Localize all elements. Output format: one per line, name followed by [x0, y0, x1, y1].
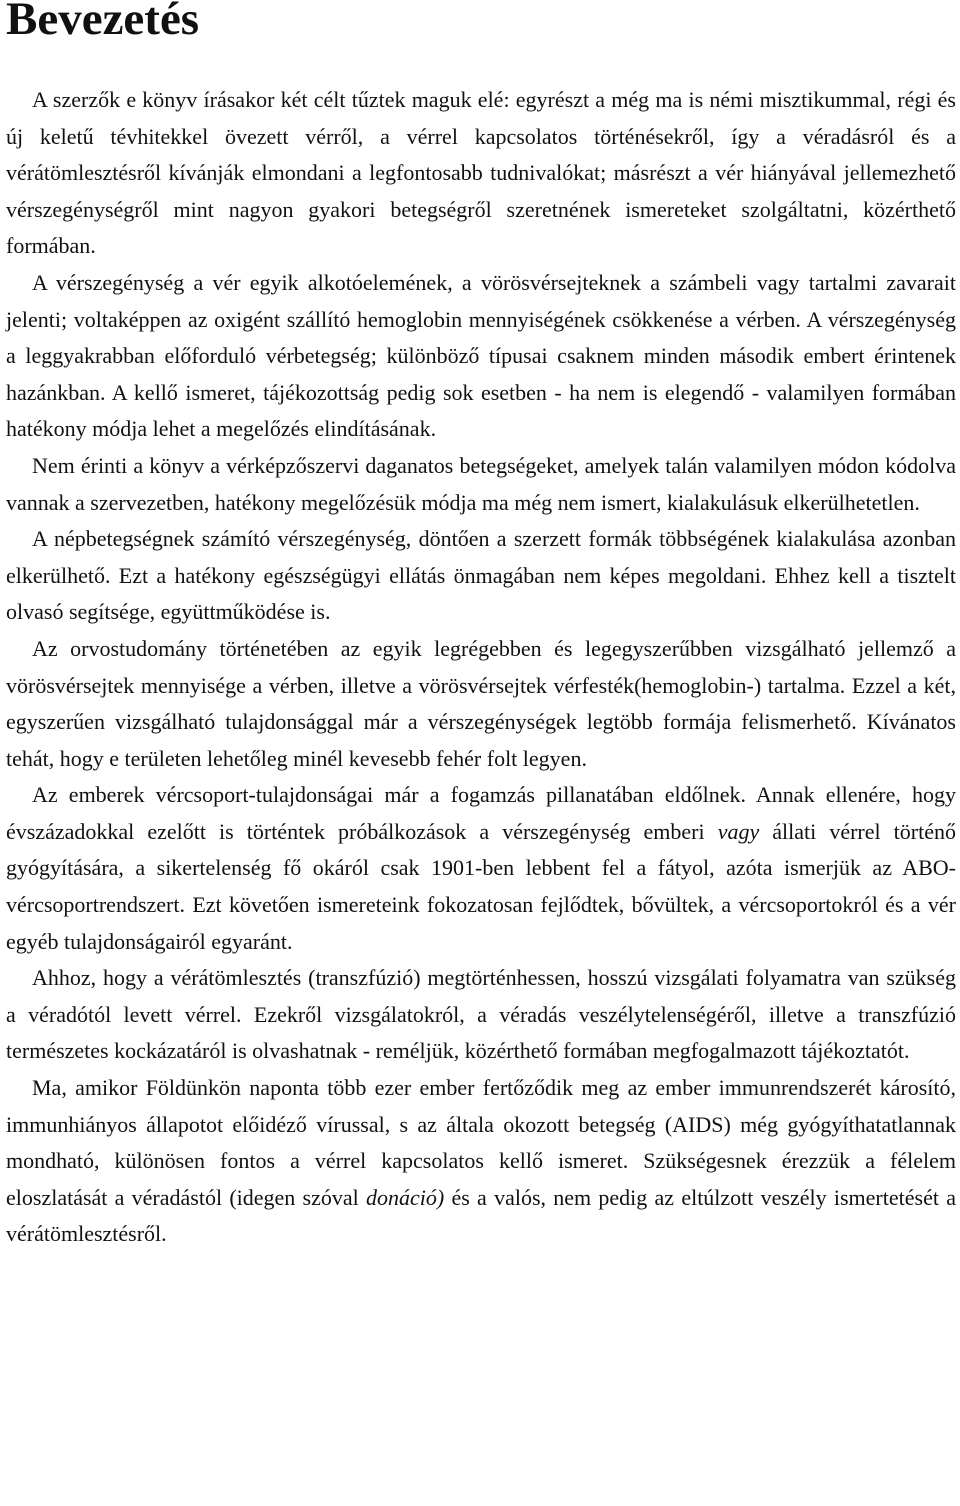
paragraph-6: [6, 777, 956, 960]
paragraph-2: A vérszegénység a vér egyik alkotóelemének, a vörösvérsejteknek a számbeli vagy tartalmi zavarait jelenti; voltaképpen az oxigént szállító hemoglobin mennyiségének csökkenése a vérben. A vérszegénység a leggyakrabban előforduló vérbetegség; különböző típusai csaknem minden második embert érintenek hazánkban. A kellő ismeret, tájékozottság pedig sok esetben - ha nem is elegendő - valamilyen formában hatékony módja lehet a megelőzés elindításának.: [6, 269, 956, 442]
paragraph-6-emphasis: vagy: [717, 818, 760, 844]
document-page: [6, 0, 956, 1253]
paragraph-3: Nem érinti a könyv a vérképzőszervi daganatos betegségeket, amelyek talán valamilyen módon kódolva vannak a szervezetben, hatékony megelőzésük módja ma még nem ismert, kialakulásuk elkerülhetetlen.: [6, 452, 956, 515]
document-body: [6, 82, 956, 1253]
paragraph-6-text-start: Az emberek vércsoport-tulajdonságai már a fogamzás pillanatában eldőlnek. Annak ellenére, hogy évszázadokkal ezelőtt is történtek próbálkozások a vérszegénység emberi: [6, 782, 956, 844]
page-title: Bevezetés: [6, 0, 200, 45]
paragraph-8-text-start: Ma, amikor Földünkön naponta több ezer ember fertőződik meg az ember immunrendszerét károsító, immunhiányos állapotot előidéző vírussal, s az általa okozott betegség (AIDS) még gyógyíthatatlannak mondható, különösen fontos a vérrel kapcsolatos kellő ismeret. Szükségesnek érezzük a félelem eloszlatását a véradástól (idegen szóval: [6, 1075, 956, 1210]
paragraph-8-emphasis: donáció): [366, 1184, 445, 1210]
paragraph-4: A népbetegségnek számító vérszegénység, döntően a szerzett formák többségének kialakulása azonban elkerülhető. Ezt a hatékony egészségügyi ellátás önmagában nem képes megoldani. Ehhez kell a tisztelt olvasó segítsége, együttműködése is.: [6, 526, 956, 625]
paragraph-5: Az orvostudomány történetében az egyik legrégebben és legegyszerűbben vizsgálható jellemző a vörösvérsejtek mennyisége a vérben, illetve a vörösvérsejtek vérfesték(hemoglobin-) tartalma. Ezzel a két, egyszerűen vizsgálható tulajdonsággal már a vérszegénységek legtöbb formája felismerhető. Kívánatos tehát, hogy e területen lehetőleg minél kevesebb fehér folt legyen.: [6, 635, 956, 771]
paragraph-8-text-end: és a valós, nem pedig az eltúlzott veszély ismertetését a vérátömlesztésről.: [6, 1184, 956, 1247]
paragraph-6-text-end: állati vérrel történő gyógyítására, a sikertelenség fő okáról csak 1901-ben lebbent fel a fátyol, azóta ismerjük az ABO-vércsoportrendszert. Ezt követően ismereteink fokozatosan fejlődtek, bővültek, a vércsoportokról és a vér egyéb tulajdonságairól egyaránt.: [6, 818, 956, 954]
paragraph-7: Ahhoz, hogy a vérátömlesztés (transzfúzió) megtörténhessen, hosszú vizsgálati folyamatra van szükség a véradótól levett vérrel. Ezekről vizsgálatokról, a véradás veszélytelenségéről, illetve a transzfúzió természetes kockázatáról is olvashatnak - reméljük, közérthető formában megfogalmazott tájékoztatót.: [6, 965, 956, 1064]
paragraph-8: [6, 1070, 956, 1253]
paragraph-1: A szerzők e könyv írásakor két célt tűztek maguk elé: egyrészt a még ma is némi misztikummal, régi és új keletű tévhitekkel övezett vérről, a vérrel kapcsolatos történésekről, így a véradásról és a vérátömlesztésről kívánják elmondani a legfontosabb tudnivalókat; másrészt a vér hiányával jellemezhető vérszegénységről mint nagyon gyakori betegségről szeretnének ismereteket szolgáltatni, közérthető formában.: [6, 87, 956, 259]
